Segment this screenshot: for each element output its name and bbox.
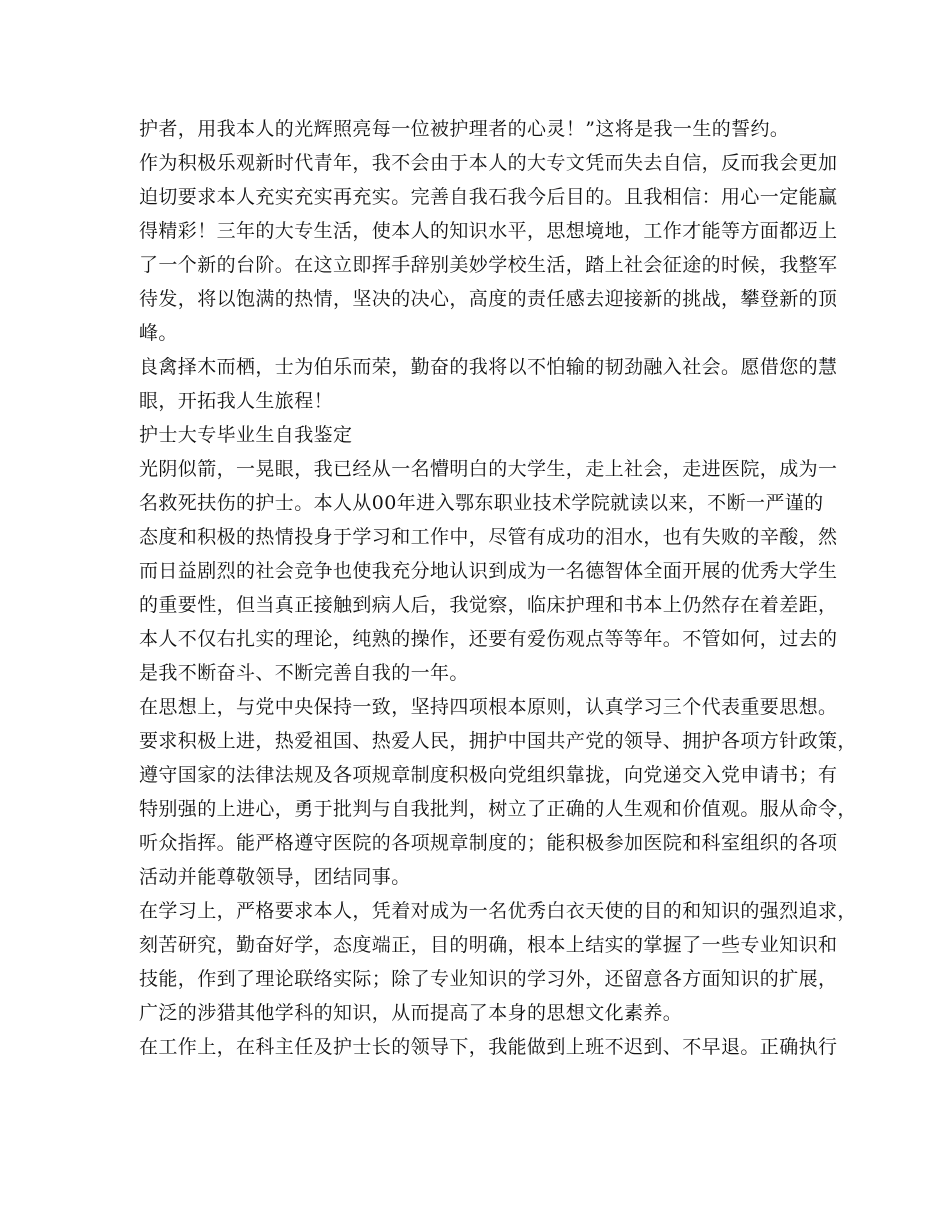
text-line: 态度和积极的热情投身于学习和工作中，尽管有成功的泪水，也有失败的辛酸，然 — [139, 526, 838, 548]
text-line: 名救死扶伤的护士。本人从00年进入鄂东职业技术学院就读以来，不断一严谨的 — [139, 492, 824, 514]
text-line: 是我不断奋斗、不断完善自我的一年。 — [139, 662, 469, 684]
text-line: 迫切要求本人充实充实再充实。完善自我石我今后目的。且我相信：用心一定能赢 — [139, 186, 838, 208]
document-body — [139, 112, 857, 1064]
text-line: 在工作上，在科主任及护士长的领导下，我能做到上班不迟到、不早退。正确执行 — [139, 1036, 838, 1058]
text-line: 护者，用我本人的光辉照亮每一位被护理者的心灵！”这将是我一生的誓约。 — [139, 118, 790, 140]
text-line: 眼，开拓我人生旅程！ — [139, 390, 334, 412]
text-line: 待发，将以饱满的热情，坚决的决心，高度的责任感去迎接新的挑战，攀登新的顶 — [139, 288, 838, 310]
text-line: 在思想上，与党中央保持一致，坚持四项根本原则，认真学习三个代表重要思想。 — [139, 696, 838, 718]
text-line: 峰。 — [139, 322, 178, 344]
text-line: 而日益剧烈的社会竞争也使我充分地认识到成为一名德智体全面开展的优秀大学生 — [139, 560, 838, 582]
text-line: 光阴似箭，一晃眼，我已经从一名懵明白的大学生，走上社会，走进医院，成为一 — [139, 458, 838, 480]
text-line: 的重要性，但当真正接触到病人后，我觉察，临床护理和书本上仍然存在着差距， — [139, 594, 838, 616]
text-line: 活动并能尊敬领导，团结同事。 — [139, 866, 411, 888]
text-line: 广泛的涉猎其他学科的知识，从而提高了本身的思想文化素养。 — [139, 1002, 683, 1024]
text-line: 在学习上，严格要求本人，凭着对成为一名优秀白衣天使的目的和知识的强烈追求， — [139, 900, 857, 922]
section-heading: 护士大专毕业生自我鉴定 — [139, 424, 353, 446]
text-line: 得精彩！三年的大专生活，使本人的知识水平，思想境地，工作才能等方面都迈上 — [139, 220, 838, 242]
text-line: 本人不仅右扎实的理论，纯熟的操作，还要有爱伤观点等等年。不管如何，过去的 — [139, 628, 838, 650]
text-line: 作为积极乐观新时代青年，我不会由于本人的大专文凭而失去自信，反而我会更加 — [139, 152, 838, 174]
text-line: 遵守国家的法律法规及各项规章制度积极向党组织靠拢，向党递交入党申请书；有 — [139, 764, 838, 786]
text-line: 听众指挥。能严格遵守医院的各项规章制度的；能积极参加医院和科室组织的各项 — [139, 832, 838, 854]
text-line: 特别强的上进心，勇于批判与自我批判，树立了正确的人生观和价值观。服从命令， — [139, 798, 857, 820]
text-line: 良禽择木而栖，士为伯乐而荣，勤奋的我将以不怕输的韧劲融入社会。愿借您的慧 — [139, 356, 838, 378]
text-line: 要求积极上进，热爱祖国、热爱人民，拥护中国共产党的领导、拥护各项方针政策， — [139, 730, 857, 752]
text-line: 技能，作到了理论联络实际；除了专业知识的学习外，还留意各方面知识的扩展， — [139, 968, 838, 990]
text-line: 刻苦研究，勤奋好学，态度端正，目的明确，根本上结实的掌握了一些专业知识和 — [139, 934, 838, 956]
text-line: 了一个新的台阶。在这立即挥手辞别美妙学校生活，踏上社会征途的时候，我整军 — [139, 254, 838, 276]
